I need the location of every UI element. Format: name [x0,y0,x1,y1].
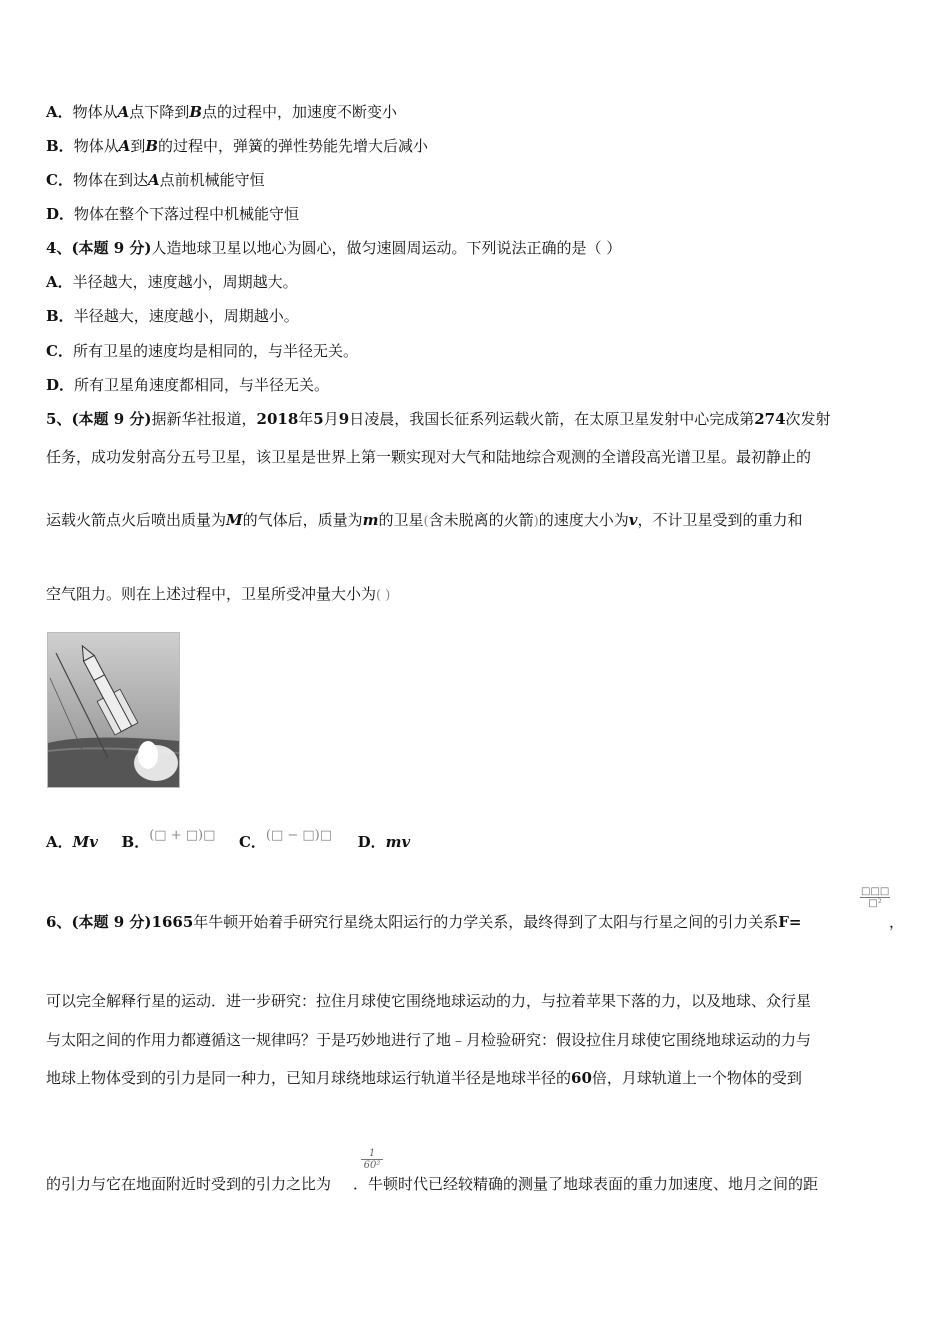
option-label: B． [46,137,74,155]
q4-stem: 4、(本题 9 分)人造地球卫星以地心为圆心，做匀速圆周运动。下列说法正确的是（ ） [46,239,622,257]
option-label: C． [46,171,73,189]
q6-stem-line-1: 6、(本题 9 分)1665年牛顿开始着手研究行星绕太阳运行的力学关系，最终得到了太阳与行星之间的引力关系F= [46,913,802,931]
q6-stem-line-5: 的引力与它在地面附近时受到的引力之比为 ．牛顿时代已经较精确的测量了地球表面的重力加速度、地月之间的距 [46,1175,819,1193]
q6-stem-line-3: 与太阳之间的作用力都遵循这一规律吗？于是巧妙地进行了地﹣月检验研究：假设拉住月球使它围绕地球运动的力与 [46,1031,812,1049]
q5-stem-line-2: 任务，成功发射高分五号卫星，该卫星是世界上第一颗实现对大气和陆地综合观测的全谱段高光谱卫星。最初静止的 [46,448,812,466]
ratio-fraction: $\frac{1}{\text{60²}}$ [361,1148,383,1171]
option-d-value: mv [385,833,411,851]
option-label: A． [46,103,73,121]
q5-options: A．Mv B．(□ + □)□ C．(□ − □)□ D．mv [46,828,411,851]
q3-option-c: C．物体在到达A点前机械能守恒 [46,171,265,189]
q6-comma: ， [889,913,905,931]
q3-option-a: A．物体从A点下降到B点的过程中，加速度不断变小 [46,103,398,121]
q6-stem-line-4: 地球上物体受到的引力是同一种力，已知月球绕地球运行轨道半径是地球半径的60倍，月球轨道上一个物体的受到 [46,1069,802,1087]
q3-option-b: B．物体从A到B的过程中，弹簧的弹性势能先增大后减小 [46,137,429,155]
gravitation-formula-fraction: □□□ □² [861,886,890,909]
q4-option-d: D．所有卫星角速度都相同，与半径无关。 [46,376,330,394]
q4-option-c: C．所有卫星的速度均是相同的，与半径无关。 [46,342,358,360]
q5-stem-line-4: 空气阻力。则在上述过程中，卫星所受冲量大小为( ) [46,585,391,603]
q5-stem-line-1: 5、(本题 9 分)据新华社报道，2018年5月9日凌晨，我国长征系列运载火箭，在太原卫星发射中心完成第274次发射 [46,410,831,428]
q4-option-a: A．半径越大，速度越小，周期越大。 [46,273,298,291]
option-label: D． [46,205,75,223]
q6-stem-line-2: 可以完全解释行星的运动．进一步研究：拉住月球使它围绕地球运动的力，与拉着苹果下落的力，以及地球、众行星 [46,992,812,1010]
q4-option-b: B．半径越大，速度越小，周期越小。 [46,307,299,325]
q3-option-d: D．物体在整个下落过程中机械能守恒 [46,205,300,223]
option-b-formula: (□ + □)□ [149,828,216,843]
option-a-value: Mv [72,833,98,851]
q5-stem-line-3: 运载火箭点火后喷出质量为M的气体后，质量为m的卫星(含未脱离的火箭)的速度大小为v，不计卫星受到的重力和 [46,511,803,529]
rocket-launch-image [47,632,180,788]
option-c-formula: (□ − □)□ [265,828,333,843]
rocket-illustration [48,633,179,787]
